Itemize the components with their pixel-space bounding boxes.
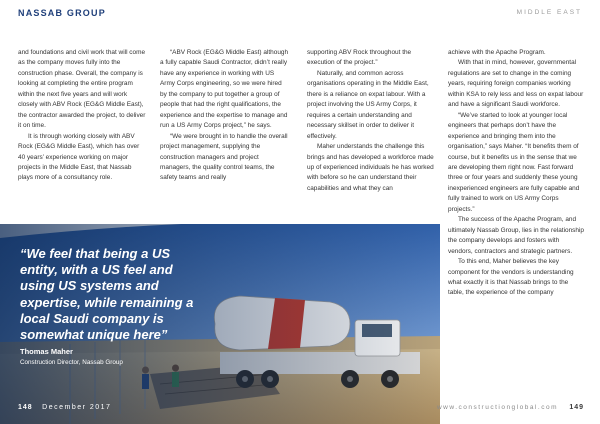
pull-quote: “We feel that being a US entity, with a US feel and using US systems and expertise, while remaining a local Saudi company is somewhat unique here” <box>20 246 194 343</box>
footer-right <box>437 404 584 411</box>
quote-author-title: Construction Director, Nassab Group <box>20 359 123 366</box>
footer-left <box>18 404 111 411</box>
text-column-2 <box>160 48 290 184</box>
paragraph: It is through working closely with ABV Rock (EG&G Middle East), which has over 40 years’ experience working on major projects in the Middle East, that Nassab plays more of a consultancy role. <box>18 132 140 182</box>
paragraph: “ABV Rock (EG&G Middle East) although a fully capable Saudi Contractor, didn’t really have any experience in working with US Army Corps engineering, so we were hired by the company to put together a group of people that had the right qualifications, the experience and the expertise to manage and run a US Army Corps project,” he says. <box>160 49 289 130</box>
paragraph: “We were brought in to handle the overall project management, supplying the construction managers and project managers, the quality control teams, the safety teams and really <box>160 132 288 182</box>
quote-author-name: Thomas Maher <box>20 347 73 356</box>
left-page-number: 148 <box>18 404 33 411</box>
text-column-3 <box>307 48 437 194</box>
paragraph: “We’ve started to look at younger local engineers that perhaps don’t have the experience and bringing them into the organisation,” says Maher. “It benefits them of course, but it benefits us in the sense that we are developing them right now. Fast forward three or four years and suddenly these young inexperienced engineers are fully capable and fully trained to work on US Army Corps projects.” <box>448 111 580 213</box>
text-column-1 <box>18 48 148 184</box>
paragraph: supporting ABV Rock throughout the execution of the project.” <box>307 49 412 67</box>
paragraph: Maher understands the challenge this brings and has developed a workforce made up of experienced individuals he has worked with before so he can understand their capabilities and what they can <box>307 143 434 192</box>
issue-date: December 2017 <box>42 404 112 411</box>
paragraph: achieve with the Apache Program. <box>448 49 546 56</box>
website-url: www.constructionglobal.com <box>436 404 558 411</box>
paragraph: and foundations and civil work that will come as the company moves fully into the construction phase. Overall, the company is looking at completing the entire program within the next five years and will work closely with ABV Rock (EG&G Middle East), the contractor awarded the project, to deliver it on time. <box>18 49 146 130</box>
text-column-4 <box>448 48 584 299</box>
paragraph: The success of the Apache Program, and ultimately Nassab Group, lies in the relationship the company develops and fosters with vendors, contractors and strategic partners. <box>448 216 584 255</box>
paragraph: To this end, Maher believes the key component for the vendors is understanding what exactly it is that Nassab brings to the table, the experience of the company <box>448 258 574 297</box>
section-header: MIDDLE EAST <box>516 9 582 16</box>
brand-header: NASSAB GROUP <box>18 8 106 18</box>
paragraph: Naturally, and common across organisations operating in the Middle East, there is a reliance on expat labour. With a project involving the US Army Corps, it requires a certain understanding and necessary skillset in order to deliver it effectively. <box>307 69 429 140</box>
paragraph: With that in mind, however, governmental regulations are set to change in the coming years, requiring foreign companies working within KSA to rely less and less on expat labour and have a significant Saudi workforce. <box>448 59 584 109</box>
right-page-number: 149 <box>569 404 584 411</box>
